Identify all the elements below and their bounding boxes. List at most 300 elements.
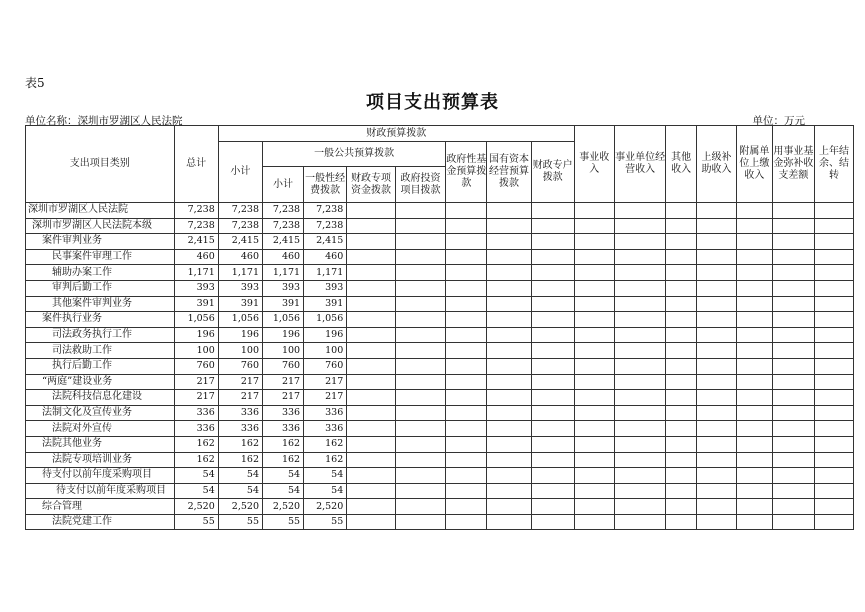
empty-cell — [814, 203, 853, 219]
empty-cell — [666, 483, 697, 499]
empty-cell — [666, 374, 697, 390]
cell-gp-general: 54 — [304, 483, 347, 499]
empty-cell — [347, 249, 395, 265]
empty-cell — [395, 327, 446, 343]
header-gp-invest: 政府投资项目拨款 — [395, 167, 446, 203]
empty-cell — [487, 312, 531, 328]
empty-cell — [772, 312, 814, 328]
empty-cell — [574, 358, 614, 374]
empty-cell — [696, 343, 736, 359]
row-name: 法院专项培训业务 — [26, 452, 175, 468]
empty-cell — [347, 436, 395, 452]
table-row — [26, 280, 854, 296]
cell-gp-subtotal: 391 — [263, 296, 304, 312]
empty-cell — [736, 296, 772, 312]
empty-cell — [814, 405, 853, 421]
cell-gp-general: 336 — [304, 421, 347, 437]
empty-cell — [531, 358, 574, 374]
empty-cell — [347, 452, 395, 468]
empty-cell — [487, 421, 531, 437]
cell-subtotal: 54 — [218, 483, 262, 499]
empty-cell — [696, 390, 736, 406]
row-name: 民事案件审理工作 — [26, 249, 175, 265]
empty-cell — [614, 343, 666, 359]
cell-gp-subtotal: 217 — [263, 390, 304, 406]
empty-cell — [614, 514, 666, 530]
empty-cell — [814, 312, 853, 328]
cell-subtotal: 391 — [218, 296, 262, 312]
table-row — [26, 234, 854, 250]
cell-total: 196 — [174, 327, 218, 343]
empty-cell — [446, 234, 487, 250]
unit-name: 单位名称：深圳市罗湖区人民法院 — [25, 115, 183, 127]
empty-cell — [666, 358, 697, 374]
empty-cell — [574, 452, 614, 468]
empty-cell — [696, 234, 736, 250]
empty-cell — [574, 265, 614, 281]
empty-cell — [531, 280, 574, 296]
empty-cell — [614, 405, 666, 421]
empty-cell — [531, 265, 574, 281]
empty-cell — [487, 296, 531, 312]
empty-cell — [446, 327, 487, 343]
cell-subtotal: 162 — [218, 436, 262, 452]
table-row — [26, 218, 854, 234]
empty-cell — [446, 265, 487, 281]
empty-cell — [574, 468, 614, 484]
empty-cell — [814, 499, 853, 515]
empty-cell — [614, 436, 666, 452]
empty-cell — [666, 280, 697, 296]
table-row — [26, 296, 854, 312]
empty-cell — [696, 483, 736, 499]
row-name: 综合管理 — [26, 499, 175, 515]
empty-cell — [736, 405, 772, 421]
cell-total: 760 — [174, 358, 218, 374]
empty-cell — [531, 343, 574, 359]
empty-cell — [574, 390, 614, 406]
table-row — [26, 343, 854, 359]
row-name: 司法政务执行工作 — [26, 327, 175, 343]
empty-cell — [395, 499, 446, 515]
empty-cell — [347, 203, 395, 219]
row-name: 法院其他业务 — [26, 436, 175, 452]
cell-gp-general: 2,520 — [304, 499, 347, 515]
empty-cell — [736, 203, 772, 219]
empty-cell — [772, 499, 814, 515]
cell-total: 162 — [174, 436, 218, 452]
cell-gp-subtotal: 196 — [263, 327, 304, 343]
empty-cell — [736, 421, 772, 437]
empty-cell — [574, 374, 614, 390]
empty-cell — [395, 203, 446, 219]
empty-cell — [446, 280, 487, 296]
empty-cell — [395, 296, 446, 312]
empty-cell — [487, 499, 531, 515]
cell-subtotal: 100 — [218, 343, 262, 359]
row-name: 其他案件审判业务 — [26, 296, 175, 312]
empty-cell — [772, 327, 814, 343]
cell-gp-subtotal: 100 — [263, 343, 304, 359]
cell-gp-general: 162 — [304, 452, 347, 468]
empty-cell — [696, 514, 736, 530]
header-special-account: 财政专户拨款 — [531, 142, 574, 203]
empty-cell — [395, 234, 446, 250]
cell-total: 336 — [174, 405, 218, 421]
empty-cell — [446, 218, 487, 234]
empty-cell — [487, 436, 531, 452]
empty-cell — [736, 374, 772, 390]
empty-cell — [347, 218, 395, 234]
table-body — [26, 203, 854, 530]
cell-gp-subtotal: 7,238 — [263, 203, 304, 219]
empty-cell — [614, 203, 666, 219]
header-other-income: 其他收入 — [666, 126, 697, 203]
empty-cell — [487, 203, 531, 219]
cell-subtotal: 2,415 — [218, 234, 262, 250]
cell-gp-subtotal: 54 — [263, 468, 304, 484]
empty-cell — [772, 218, 814, 234]
row-name: 深圳市罗湖区人民法院本级 — [26, 218, 175, 234]
row-name: “两庭”建设业务 — [26, 374, 175, 390]
empty-cell — [446, 203, 487, 219]
empty-cell — [772, 421, 814, 437]
empty-cell — [772, 452, 814, 468]
cell-subtotal: 1,171 — [218, 265, 262, 281]
empty-cell — [531, 234, 574, 250]
empty-cell — [666, 405, 697, 421]
empty-cell — [531, 296, 574, 312]
header-gov-fund: 政府性基金预算拨款 — [446, 142, 487, 203]
cell-gp-subtotal: 162 — [263, 452, 304, 468]
empty-cell — [487, 374, 531, 390]
empty-cell — [574, 483, 614, 499]
empty-cell — [736, 436, 772, 452]
empty-cell — [487, 452, 531, 468]
cell-total: 54 — [174, 483, 218, 499]
empty-cell — [696, 421, 736, 437]
empty-cell — [347, 280, 395, 296]
empty-cell — [814, 358, 853, 374]
empty-cell — [446, 499, 487, 515]
cell-subtotal: 7,238 — [218, 203, 262, 219]
empty-cell — [531, 327, 574, 343]
empty-cell — [347, 499, 395, 515]
empty-cell — [736, 234, 772, 250]
empty-cell — [531, 499, 574, 515]
cell-subtotal: 2,520 — [218, 499, 262, 515]
cell-subtotal: 393 — [218, 280, 262, 296]
empty-cell — [446, 249, 487, 265]
row-name: 法院对外宣传 — [26, 421, 175, 437]
cell-gp-general: 217 — [304, 390, 347, 406]
empty-cell — [347, 234, 395, 250]
cell-total: 336 — [174, 421, 218, 437]
cell-gp-subtotal: 1,056 — [263, 312, 304, 328]
empty-cell — [772, 280, 814, 296]
cell-total: 2,415 — [174, 234, 218, 250]
empty-cell — [531, 312, 574, 328]
empty-cell — [614, 421, 666, 437]
cell-gp-subtotal: 393 — [263, 280, 304, 296]
empty-cell — [347, 374, 395, 390]
currency-unit: 单位：万元 — [752, 115, 805, 127]
table-row — [26, 436, 854, 452]
empty-cell — [395, 421, 446, 437]
cell-total: 7,238 — [174, 203, 218, 219]
empty-cell — [814, 296, 853, 312]
table-row — [26, 327, 854, 343]
empty-cell — [446, 468, 487, 484]
empty-cell — [446, 436, 487, 452]
cell-subtotal: 7,238 — [218, 218, 262, 234]
table-row — [26, 452, 854, 468]
empty-cell — [487, 468, 531, 484]
cell-total: 1,171 — [174, 265, 218, 281]
empty-cell — [736, 343, 772, 359]
empty-cell — [772, 436, 814, 452]
empty-cell — [736, 499, 772, 515]
cell-gp-subtotal: 54 — [263, 483, 304, 499]
cell-subtotal: 54 — [218, 468, 262, 484]
table-row — [26, 358, 854, 374]
empty-cell — [814, 249, 853, 265]
empty-cell — [614, 280, 666, 296]
empty-cell — [696, 468, 736, 484]
empty-cell — [487, 280, 531, 296]
empty-cell — [736, 358, 772, 374]
empty-cell — [666, 327, 697, 343]
empty-cell — [446, 296, 487, 312]
cell-gp-general: 336 — [304, 405, 347, 421]
empty-cell — [487, 249, 531, 265]
cell-subtotal: 460 — [218, 249, 262, 265]
page-title: 项目支出预算表 — [366, 92, 499, 113]
empty-cell — [574, 405, 614, 421]
header-general-public: 一般公共预算拨款 — [263, 142, 446, 167]
empty-cell — [614, 265, 666, 281]
empty-cell — [736, 249, 772, 265]
cell-gp-subtotal: 1,171 — [263, 265, 304, 281]
cell-gp-subtotal: 217 — [263, 374, 304, 390]
empty-cell — [696, 203, 736, 219]
cell-gp-general: 760 — [304, 358, 347, 374]
cell-subtotal: 55 — [218, 514, 262, 530]
cell-gp-subtotal: 55 — [263, 514, 304, 530]
empty-cell — [696, 499, 736, 515]
empty-cell — [696, 296, 736, 312]
empty-cell — [666, 249, 697, 265]
empty-cell — [395, 452, 446, 468]
empty-cell — [487, 327, 531, 343]
empty-cell — [446, 483, 487, 499]
empty-cell — [531, 390, 574, 406]
empty-cell — [814, 234, 853, 250]
empty-cell — [614, 218, 666, 234]
empty-cell — [487, 234, 531, 250]
cell-gp-general: 196 — [304, 327, 347, 343]
empty-cell — [814, 218, 853, 234]
empty-cell — [696, 327, 736, 343]
empty-cell — [487, 405, 531, 421]
empty-cell — [736, 327, 772, 343]
cell-gp-general: 393 — [304, 280, 347, 296]
table-row — [26, 499, 854, 515]
empty-cell — [347, 514, 395, 530]
table-row — [26, 405, 854, 421]
empty-cell — [395, 249, 446, 265]
table-row — [26, 514, 854, 530]
empty-cell — [531, 468, 574, 484]
empty-cell — [395, 436, 446, 452]
empty-cell — [446, 514, 487, 530]
cell-gp-subtotal: 7,238 — [263, 218, 304, 234]
cell-total: 2,520 — [174, 499, 218, 515]
cell-gp-subtotal: 460 — [263, 249, 304, 265]
empty-cell — [395, 343, 446, 359]
cell-gp-general: 2,415 — [304, 234, 347, 250]
empty-cell — [574, 249, 614, 265]
empty-cell — [814, 390, 853, 406]
empty-cell — [666, 343, 697, 359]
row-name: 待支付以前年度采购项目 — [26, 483, 175, 499]
row-name: 辅助办案工作 — [26, 265, 175, 281]
empty-cell — [736, 218, 772, 234]
empty-cell — [666, 265, 697, 281]
empty-cell — [531, 249, 574, 265]
empty-cell — [487, 483, 531, 499]
header-category: 支出项目类别 — [26, 126, 175, 203]
empty-cell — [395, 374, 446, 390]
empty-cell — [446, 390, 487, 406]
table-row — [26, 265, 854, 281]
empty-cell — [487, 358, 531, 374]
empty-cell — [446, 343, 487, 359]
empty-cell — [487, 343, 531, 359]
empty-cell — [772, 249, 814, 265]
empty-cell — [614, 483, 666, 499]
empty-cell — [666, 436, 697, 452]
empty-cell — [347, 421, 395, 437]
header-fund-supplement: 用事业基金弥补收支差额 — [772, 126, 814, 203]
cell-total: 1,056 — [174, 312, 218, 328]
table-row — [26, 312, 854, 328]
row-name: 司法救助工作 — [26, 343, 175, 359]
cell-total: 100 — [174, 343, 218, 359]
empty-cell — [666, 312, 697, 328]
table-row — [26, 249, 854, 265]
empty-cell — [772, 483, 814, 499]
empty-cell — [446, 405, 487, 421]
empty-cell — [614, 390, 666, 406]
empty-cell — [696, 280, 736, 296]
empty-cell — [574, 343, 614, 359]
cell-subtotal: 162 — [218, 452, 262, 468]
empty-cell — [736, 390, 772, 406]
empty-cell — [446, 374, 487, 390]
empty-cell — [696, 249, 736, 265]
empty-cell — [814, 468, 853, 484]
empty-cell — [772, 265, 814, 281]
empty-cell — [487, 265, 531, 281]
empty-cell — [395, 358, 446, 374]
empty-cell — [614, 499, 666, 515]
empty-cell — [614, 327, 666, 343]
empty-cell — [614, 358, 666, 374]
empty-cell — [666, 452, 697, 468]
cell-gp-general: 217 — [304, 374, 347, 390]
empty-cell — [395, 280, 446, 296]
empty-cell — [814, 265, 853, 281]
row-name: 法制文化及宣传业务 — [26, 405, 175, 421]
empty-cell — [347, 265, 395, 281]
empty-cell — [696, 312, 736, 328]
empty-cell — [395, 312, 446, 328]
empty-cell — [487, 514, 531, 530]
table-row — [26, 468, 854, 484]
cell-subtotal: 760 — [218, 358, 262, 374]
cell-gp-general: 162 — [304, 436, 347, 452]
row-name: 法院党建工作 — [26, 514, 175, 530]
empty-cell — [347, 312, 395, 328]
empty-cell — [446, 421, 487, 437]
empty-cell — [614, 452, 666, 468]
empty-cell — [772, 514, 814, 530]
header-carryover: 上年结余、结转 — [814, 126, 853, 203]
empty-cell — [772, 203, 814, 219]
empty-cell — [574, 514, 614, 530]
empty-cell — [736, 452, 772, 468]
cell-subtotal: 217 — [218, 374, 262, 390]
empty-cell — [574, 327, 614, 343]
cell-total: 7,238 — [174, 218, 218, 234]
row-name: 案件执行业务 — [26, 312, 175, 328]
row-name: 待支付以前年度采购项目 — [26, 468, 175, 484]
empty-cell — [395, 265, 446, 281]
empty-cell — [696, 218, 736, 234]
empty-cell — [772, 296, 814, 312]
cell-subtotal: 336 — [218, 405, 262, 421]
header-operating-income: 事业单位经营收入 — [614, 126, 666, 203]
header-state-capital: 国有资本经营预算拨款 — [487, 142, 531, 203]
row-name: 审判后勤工作 — [26, 280, 175, 296]
empty-cell — [772, 358, 814, 374]
empty-cell — [531, 203, 574, 219]
cell-total: 54 — [174, 468, 218, 484]
empty-cell — [347, 390, 395, 406]
empty-cell — [736, 312, 772, 328]
empty-cell — [395, 514, 446, 530]
header-total: 总计 — [174, 126, 218, 203]
empty-cell — [614, 468, 666, 484]
empty-cell — [574, 280, 614, 296]
cell-gp-general: 55 — [304, 514, 347, 530]
empty-cell — [531, 405, 574, 421]
empty-cell — [814, 452, 853, 468]
empty-cell — [446, 452, 487, 468]
empty-cell — [696, 374, 736, 390]
empty-cell — [772, 343, 814, 359]
empty-cell — [614, 374, 666, 390]
empty-cell — [487, 390, 531, 406]
empty-cell — [772, 234, 814, 250]
empty-cell — [446, 312, 487, 328]
empty-cell — [814, 327, 853, 343]
cell-total: 217 — [174, 374, 218, 390]
cell-total: 55 — [174, 514, 218, 530]
cell-total: 162 — [174, 452, 218, 468]
empty-cell — [395, 483, 446, 499]
